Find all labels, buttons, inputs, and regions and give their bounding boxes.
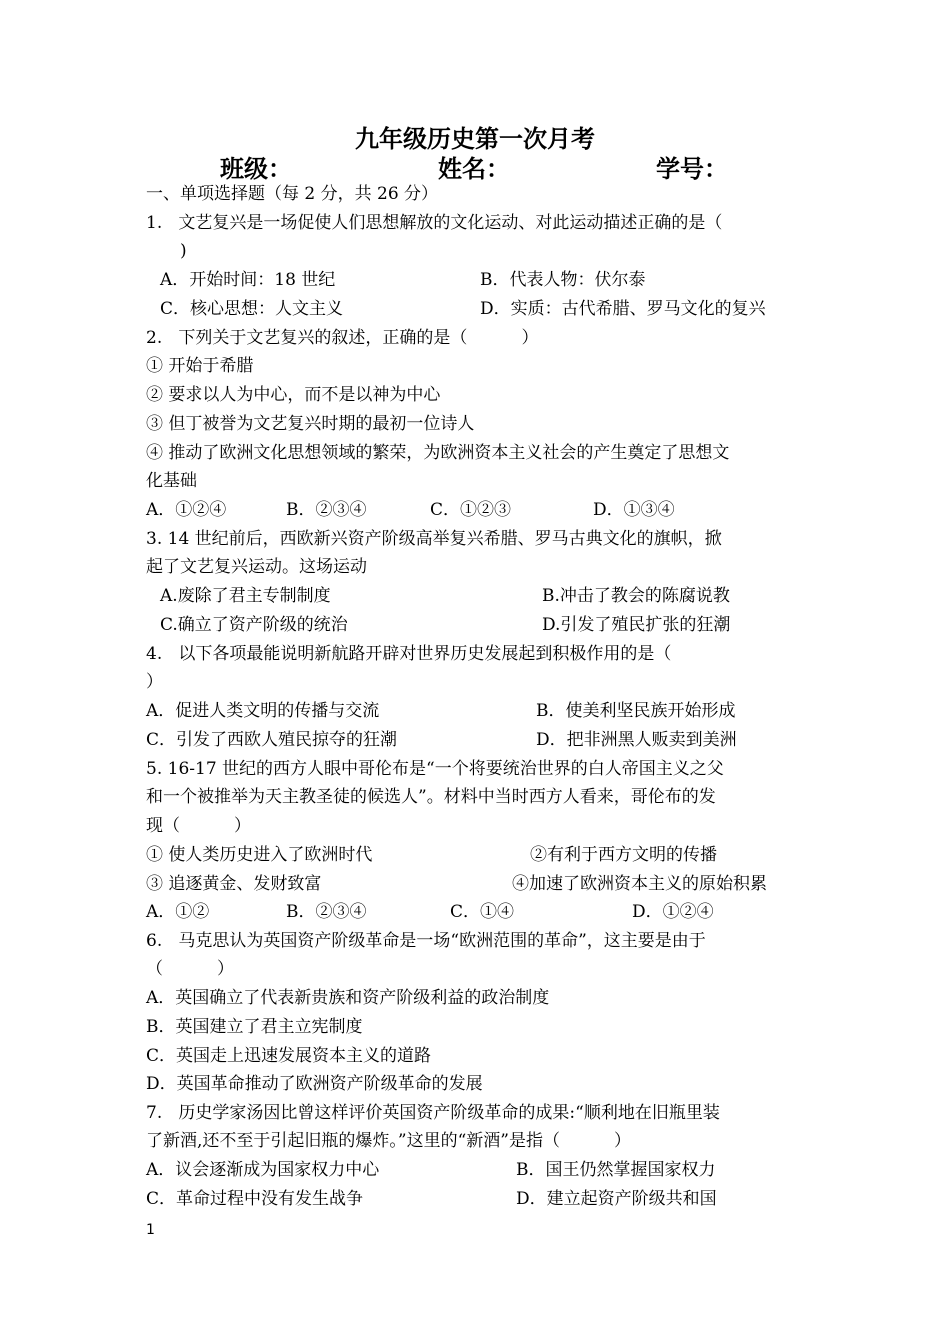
q1-option-d: D．实质：古代希腊、罗马文化的复兴 [480,299,766,319]
q1-option-a: A．开始时间：18 世纪 [160,270,336,290]
q5-stem: 5. 16-17 世纪的西方人眼中哥伦布是“一个将要统治世界的白人帝国主义之父 [146,759,724,779]
q2-item-1: ① 开始于希腊 [146,356,254,376]
page-number: 1 [146,1222,155,1238]
q5-stem-cont: 和一个被推举为天主教圣徒的候选人”。材料中当时西方人看来，哥伦布的发 [146,787,716,807]
q3-stem-cont: 起了文艺复兴运动。这场运动 [146,557,367,577]
q5-item-1: ① 使人类历史进入了欧洲时代 [146,845,373,865]
q2-item-4-cont: 化基础 [146,471,197,491]
q5-option-a: A．①② [146,902,210,922]
q6-option-b: B．英国建立了君主立宪制度 [146,1017,363,1037]
q5-item-2: ②有利于西方文明的传播 [530,845,717,865]
q5-option-b: B．②③④ [286,902,367,922]
q2-item-3: ③ 但丁被誉为文艺复兴时期的最初一位诗人 [146,414,475,434]
q2-option-a: A．①②④ [146,500,227,520]
q1-option-b: B．代表人物：伏尔泰 [480,270,646,290]
name-label: 姓名： [438,155,510,183]
q3-option-a: A.废除了君主专制制度 [160,586,331,606]
q5-item-4: ④加速了欧洲资本主义的原始积累 [512,874,767,894]
q6-stem: 6. 马克思认为英国资产阶级革命是一场“欧洲范围的革命”，这主要是由于 [146,931,706,951]
q6-option-a: A．英国确立了代表新贵族和资产阶级利益的政治制度 [146,988,550,1008]
q3-option-c: C.确立了资产阶级的统治 [160,615,348,635]
q2-option-d: D．①③④ [593,500,675,520]
q6-option-c: C．英国走上迅速发展资本主义的道路 [146,1046,432,1066]
q7-option-a: A．议会逐渐成为国家权力中心 [146,1160,380,1180]
q5-option-d: D．①②④ [632,902,714,922]
q1-stem: 1. 文艺复兴是一场促使人们思想解放的文化运动、对此运动描述正确的是（ [146,213,723,233]
q5-option-c: C．①④ [450,902,515,922]
student-id-label: 学号： [656,155,728,183]
q2-stem: 2. 下列关于文艺复兴的叙述，正确的是（ ） [146,328,539,348]
q4-stem: 4. 以下各项最能说明新航路开辟对世界历史发展起到积极作用的是（ [146,644,672,664]
q2-item-2: ② 要求以人为中心，而不是以神为中心 [146,385,441,405]
q4-option-b: B．使美利坚民族开始形成 [536,701,736,721]
q4-option-a: A．促进人类文明的传播与交流 [146,701,380,721]
section-heading: 一、单项选择题（每 2 分，共 26 分） [146,184,439,204]
q1-option-c: C．核心思想：人文主义 [160,299,344,319]
class-label: 班级： [220,155,292,183]
q6-option-d: D．英国革命推动了欧洲资产阶级革命的发展 [146,1074,483,1094]
q1-stem-cont: ) [180,241,187,261]
q7-option-d: D．建立起资产阶级共和国 [516,1189,717,1209]
q7-stem-cont: 了新酒,还不至于引起旧瓶的爆炸。”这里的“新酒”是指（ ） [146,1131,632,1151]
q3-option-d: D.引发了殖民扩张的狂潮 [542,615,731,635]
q3-stem: 3. 14 世纪前后，西欧新兴资产阶级高举复兴希腊、罗马古典文化的旗帜，掀 [146,529,722,549]
q2-option-b: B．②③④ [286,500,367,520]
q5-item-3: ③ 追逐黄金、发财致富 [146,874,322,894]
q2-item-4: ④ 推动了欧洲文化思想领域的繁荣，为欧洲资本主义社会的产生奠定了思想文 [146,443,730,463]
q4-option-d: D．把非洲黑人贩卖到美洲 [536,730,737,750]
q6-stem-cont: （ ） [146,959,235,979]
q4-option-c: C．引发了西欧人殖民掠夺的狂潮 [146,730,398,750]
q5-stem-cont2: 现（ ） [146,816,252,836]
q3-option-b: B.冲击了教会的陈腐说教 [542,586,730,606]
q7-option-b: B．国王仍然掌握国家权力 [516,1160,716,1180]
q7-stem: 7. 历史学家汤因比曾这样评价英国资产阶级革命的成果:“顺利地在旧瓶里装 [146,1103,720,1123]
q7-option-c: C．革命过程中没有发生战争 [146,1189,364,1209]
q2-option-c: C．①②③ [430,500,512,520]
page-title: 九年级历史第一次月考 [355,125,595,153]
q4-stem-cont: ） [146,672,163,692]
